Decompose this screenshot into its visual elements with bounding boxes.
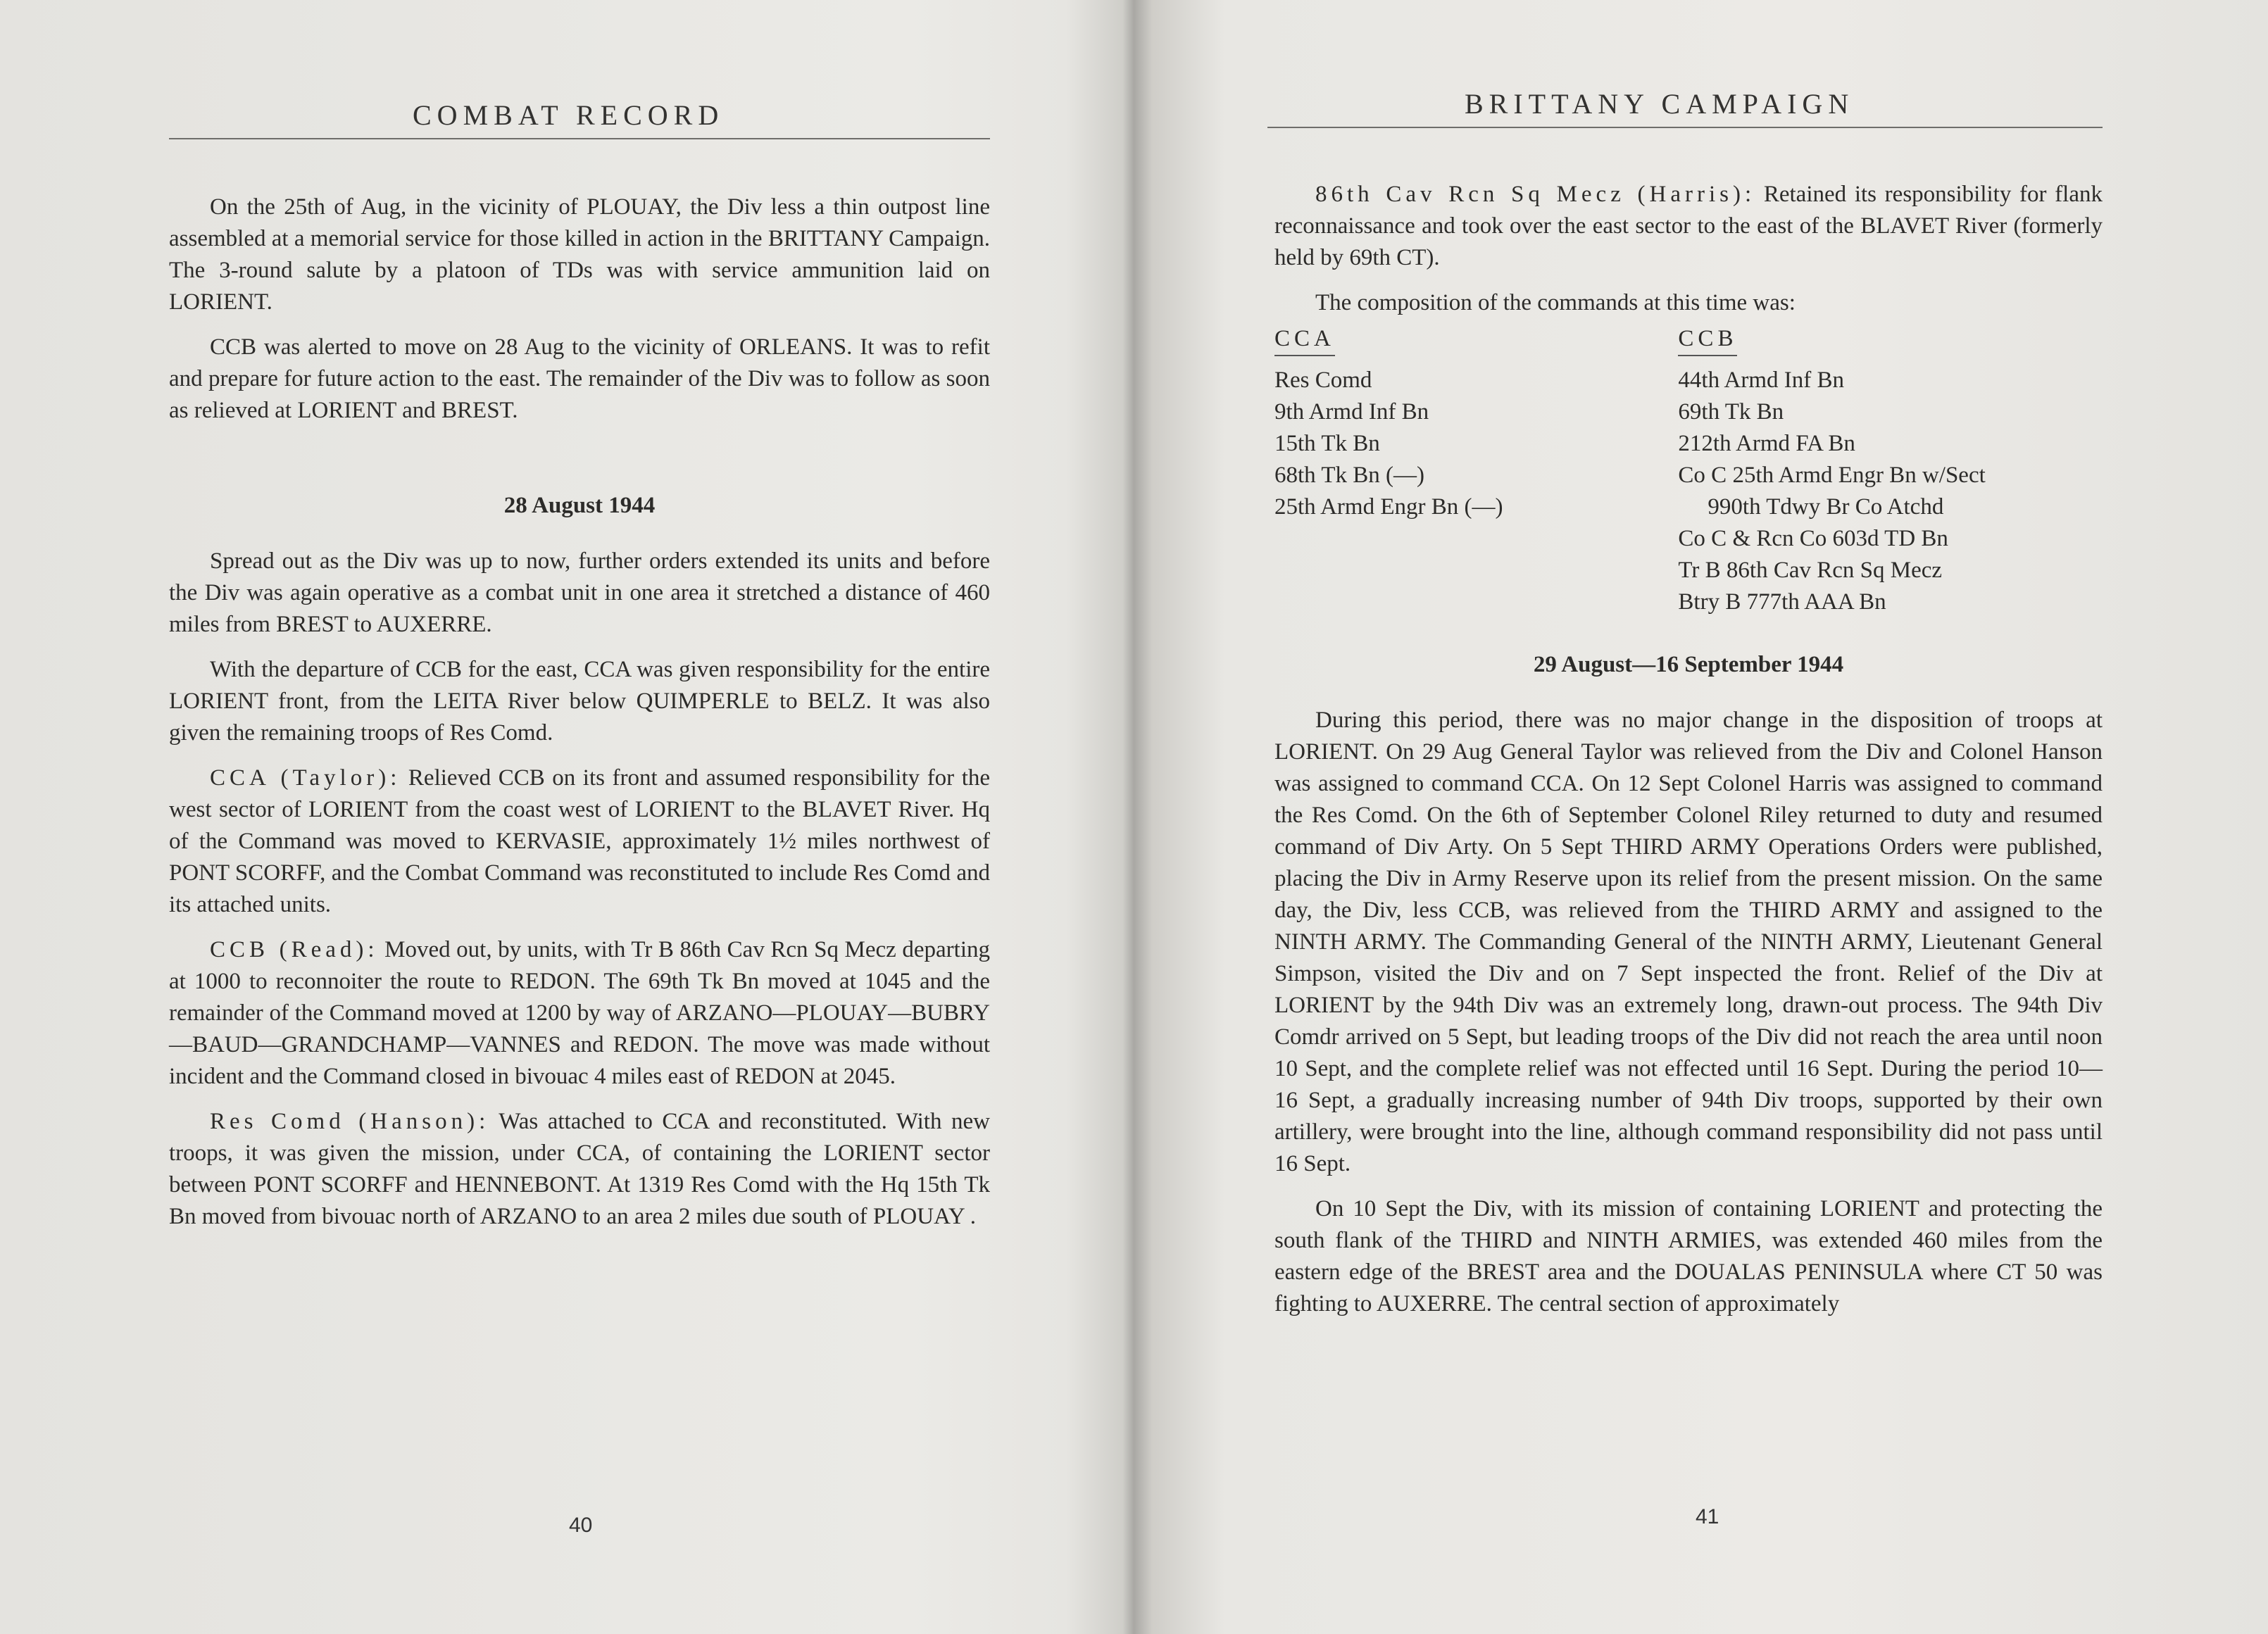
cca-lead: CCA (Taylor):: [210, 765, 401, 791]
right-page: [1134, 0, 2268, 1634]
ccb-column: [1678, 323, 2103, 618]
res-lead: Res Comd (Hanson):: [210, 1109, 490, 1134]
paragraph-cca: [169, 762, 990, 921]
running-head-left: COMBAT RECORD: [413, 99, 725, 131]
cav-text: Retained its responsibility for flank reconnaissance and took over the east sector to the east of the BLAVET River (formerly held by 69th CT).: [1274, 182, 2103, 270]
composition-intro: The composition of the commands at this time was:: [1315, 290, 1796, 315]
paragraph-cav: [1274, 179, 2103, 274]
cca-text: Relieved CCB on its front and assumed responsibility for the west sector of LORIENT from the coast west of LORIENT to the BLAVET River. Hq of the Command was moved to KERVASIE, approximately 1½ miles northwest of PONT SCORFF, and the Combat Command was reconstituted to include Res Comd and its attached units.: [169, 765, 991, 917]
ccb-unit: Co C & Rcn Co 603d TD Bn: [1678, 526, 1948, 551]
cca-column-head: CCA: [1274, 324, 1335, 356]
res-text: Was attached to CCA and reconstituted. With new troops, it was given the mission, under CCA, of containing the LORIENT sector between PONT SCORFF and HENNEBONT. At 1319 Res Comd with the Hq 15th Tk Bn moved from bivouac north of ARZANO to an area 2 miles due south of PLOUAY .: [169, 1109, 990, 1229]
header-rule-left: [169, 138, 990, 139]
ccb-unit: Btry B 777th AAA Bn: [1678, 589, 1886, 615]
cca-unit: 68th Tk Bn (—): [1274, 463, 1424, 488]
paragraph: Spread out as the Div was up to now, further orders extended its units and before the Div was again operative as a combat unit in one area it stretched a distance of 460 miles from BREST to AUXERRE.: [169, 548, 990, 637]
right-body: [1274, 179, 2103, 1333]
ccb-unit: Tr B 86th Cav Rcn Sq Mecz: [1678, 558, 1943, 583]
paragraph-ccb: [169, 934, 990, 1093]
cav-lead: 86th Cav Rcn Sq Mecz (Harris):: [1315, 182, 1756, 207]
cca-unit: 9th Armd Inf Bn: [1274, 399, 1429, 425]
ccb-unit: 44th Armd Inf Bn: [1678, 367, 1844, 393]
paragraph: On the 25th of Aug, in the vicinity of PLOUAY, the Div less a thin outpost line assembled at a memorial service for those killed in action in the BRITTANY Campaign. The 3-round salute by a platoon of TDs was with service ammunition laid on LORIENT.: [169, 194, 990, 315]
ccb-unit: 212th Armd FA Bn: [1678, 431, 1855, 456]
cca-unit: Res Comd: [1274, 367, 1372, 393]
ccb-unit: 990th Tdwy Br Co Atchd: [1708, 494, 1944, 520]
paragraph-res: [169, 1106, 990, 1233]
composition-table: [1274, 323, 2103, 618]
running-head-right: BRITTANY CAMPAIGN: [1465, 88, 1855, 120]
paragraph: On 10 Sept the Div, with its mission of containing LORIENT and protecting the south flank of the THIRD and NINTH ARMIES, was extended 460 miles from the eastern edge of the BREST area and the DOUALAS PENINSULA where CT 50 was fighting to AUXERRE. The central section of approximately: [1274, 1196, 2103, 1316]
left-page: [0, 0, 1127, 1634]
cca-unit: 15th Tk Bn: [1274, 431, 1380, 456]
page-number-left: 40: [569, 1514, 593, 1537]
paragraph: With the departure of CCB for the east, CCA was given responsibility for the entire LORIENT front, from the LEITA River below QUIMPERLE to BELZ. It was also given the remaining troops of Res Comd.: [169, 657, 990, 746]
header-rule-right: [1267, 127, 2103, 128]
left-body: [169, 191, 990, 1246]
ccb-lead: CCB (Read):: [210, 937, 379, 962]
cca-column: [1274, 323, 1678, 618]
page-number-right: 41: [1696, 1505, 1719, 1528]
date-heading: 29 August—16 September 1944: [1533, 652, 1844, 677]
cca-unit: 25th Armd Engr Bn (—): [1274, 494, 1503, 520]
date-heading: 28 August 1944: [503, 493, 656, 518]
paragraph: During this period, there was no major change in the disposition of troops at LORIENT. On 29 Aug General Taylor was relieved from the Div and Colonel Hanson was assigned to command CCA. On 12 Sept Colonel Harris was assigned to command the Res Comd. On the 6th of September Colonel Riley returned to duty and resumed command of Div Arty. On 5 Sept THIRD ARMY Operations Orders were published, placing the Div in Army Reserve upon its relief from the present mission. On the same day, the Div, less CCB, was relieved from the THIRD ARMY and assigned to the NINTH ARMY. The Commanding General of the NINTH ARMY, Lieutenant General Simpson, visited the Div and on 7 Sept inspected the front. Relief of the Div at LORIENT by the 94th Div was an extremely long, drawn-out process. The 94th Div Comdr arrived on 5 Sept, but leading troops of the Div did not reach the area until noon 10 Sept, and the complete relief was not effected until 16 Sept. During the period 10—16 Sept, a gradually increasing number of 94th Div troops, supported by their own artillery, were brought into the line, although command responsibility did not pass until 16 Sept.: [1274, 708, 2103, 1176]
ccb-text: Moved out, by units, with Tr B 86th Cav Rcn Sq Mecz departing at 1000 to reconnoiter the route to REDON. The 69th Tk Bn moved at 1045 and the remainder of the Command moved at 1200 by way of ARZANO—PLOUAY—BUBRY—BAUD—GRANDCHAMP—VANNES and REDON. The move was made without incident and the Command closed in bivouac 4 miles east of REDON at 2045.: [169, 937, 990, 1089]
ccb-unit: 69th Tk Bn: [1678, 399, 1784, 425]
ccb-unit: Co C 25th Armd Engr Bn w/Sect: [1678, 463, 1986, 488]
ccb-column-head: CCB: [1678, 324, 1737, 356]
paragraph: CCB was alerted to move on 28 Aug to the vicinity of ORLEANS. It was to refit and prepare for future action to the east. The remainder of the Div was to follow as soon as relieved at LORIENT and BREST.: [169, 334, 990, 423]
